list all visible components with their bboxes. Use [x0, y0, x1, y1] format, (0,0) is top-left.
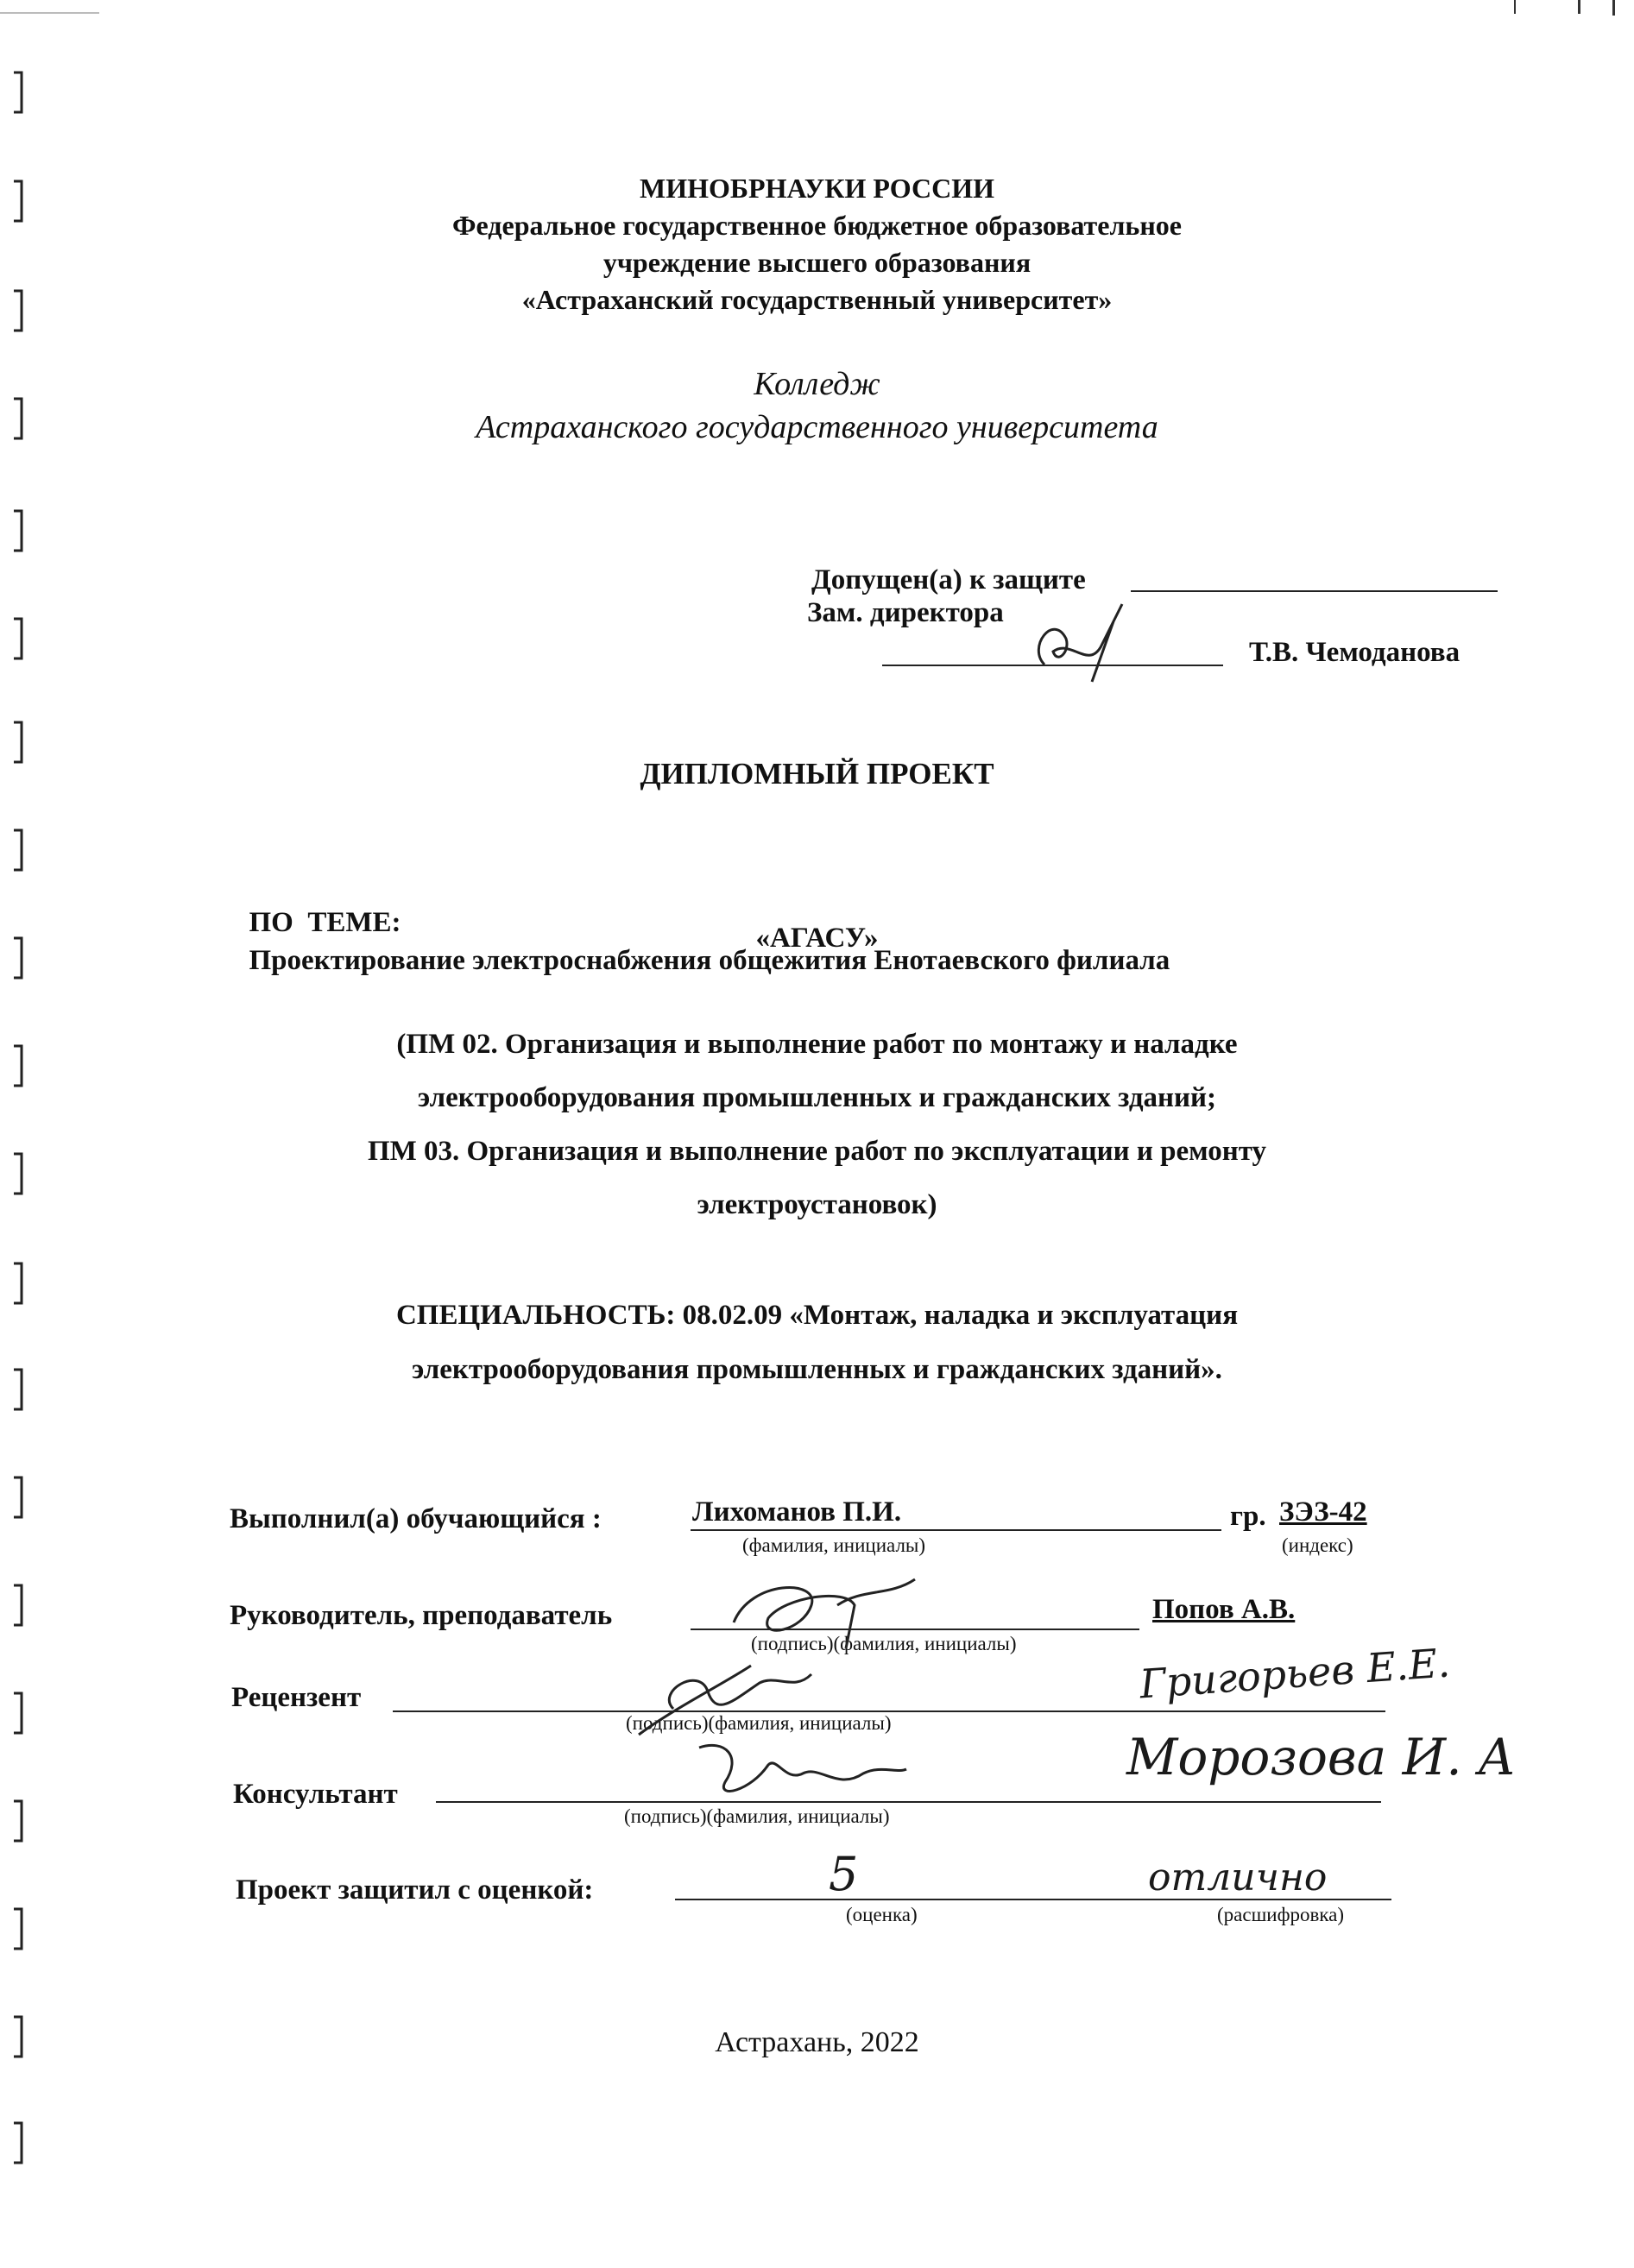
- document-title: ДИПЛОМНЫЙ ПРОЕКТ: [640, 757, 994, 791]
- scan-edge-top-right: [1511, 0, 1631, 16]
- binder-mark: [12, 1907, 24, 1950]
- supervisor-caption: (подпись)(фамилия, инициалы): [751, 1633, 1017, 1654]
- modules-line-1: (ПМ 02. Организация и выполнение работ по монтажу и наладке: [396, 1029, 1238, 1060]
- binder-mark: [12, 1799, 24, 1843]
- modules-line-4: электроустановок): [697, 1189, 937, 1220]
- student-line: [691, 1529, 1221, 1531]
- college-line-1: Колледж: [754, 366, 880, 402]
- consultant-handwritten-name: Морозова И. А: [1126, 1728, 1517, 1786]
- grade-text: отлично: [1148, 1855, 1328, 1899]
- binder-mark: [12, 1584, 24, 1627]
- modules-line-2: электрооборудования промышленных и гражданских зданий;: [417, 1082, 1217, 1113]
- group-caption: (индекс): [1282, 1534, 1353, 1556]
- grade-text-caption: (расшифровка): [1217, 1904, 1345, 1925]
- binder-mark: [12, 2121, 24, 2164]
- binder-mark: [12, 1692, 24, 1735]
- supervisor-name: Попов А.В.: [1152, 1594, 1296, 1625]
- group-value: ЗЭЗ-42: [1279, 1496, 1367, 1528]
- binder-mark: [12, 509, 24, 552]
- supervisor-signature: [716, 1571, 941, 1657]
- reviewer-label: Рецензент: [231, 1682, 362, 1713]
- grade-caption: (оценка): [846, 1904, 918, 1925]
- binder-mark: [12, 617, 24, 660]
- admitted-line: [1131, 590, 1498, 592]
- scan-edge-top-left: [0, 12, 99, 14]
- college-line-2: Астраханского государственного университета: [476, 409, 1158, 445]
- reviewer-caption: (подпись)(фамилия, инициалы): [626, 1712, 892, 1734]
- admitted-label: Допущен(а) к защите: [811, 564, 1086, 595]
- consultant-label: Консультант: [233, 1779, 398, 1810]
- org-line-2: учреждение высшего образования: [602, 247, 1032, 278]
- topic-text-1: Проектирование электроснабжения общежития Енотаевского филиала: [249, 945, 1170, 976]
- supervisor-label: Руководитель, преподаватель: [230, 1600, 613, 1631]
- city-year: Астрахань, 2022: [715, 2026, 919, 2058]
- university-name: «Астраханский государственный университет»: [521, 284, 1113, 315]
- reviewer-signature: [621, 1648, 846, 1743]
- specialty-line-1: СПЕЦИАЛЬНОСТЬ: 08.02.09 «Монтаж, наладка и эксплуатация: [395, 1300, 1239, 1331]
- student-label: Выполнил(а) обучающийся :: [230, 1503, 602, 1534]
- modules-line-3: ПМ 03. Организация и выполнение работ по эксплуатации и ремонту: [367, 1136, 1267, 1167]
- binder-mark: [12, 1476, 24, 1519]
- ministry-name: МИНОБРНАУКИ РОССИИ: [640, 173, 994, 204]
- topic-prefix: ПО ТЕМЕ:: [249, 907, 401, 938]
- student-caption: (фамилия, инициалы): [742, 1534, 926, 1556]
- binder-mark: [12, 71, 24, 114]
- group-label: гр.: [1230, 1501, 1266, 1532]
- consultant-signature: [691, 1730, 915, 1808]
- deputy-label: Зам. директора: [807, 597, 1004, 628]
- student-name: Лихоманов П.И.: [692, 1496, 902, 1528]
- deputy-signature: [1019, 587, 1139, 690]
- specialty-line-2: электрооборудования промышленных и гражданских зданий».: [412, 1354, 1222, 1385]
- org-line-1: Федеральное государственное бюджетное образовательное: [452, 210, 1182, 241]
- binder-mark: [12, 828, 24, 872]
- reviewer-handwritten-name: Григорьев Е.Е.: [1138, 1639, 1452, 1708]
- deputy-name: Т.В. Чемоданова: [1249, 637, 1461, 668]
- grade-value: 5: [829, 1847, 859, 1901]
- defense-label: Проект защитил с оценкой:: [236, 1874, 594, 1906]
- topic-line-2: «АГАСУ»: [755, 923, 879, 954]
- consultant-caption: (подпись)(фамилия, инициалы): [624, 1805, 890, 1827]
